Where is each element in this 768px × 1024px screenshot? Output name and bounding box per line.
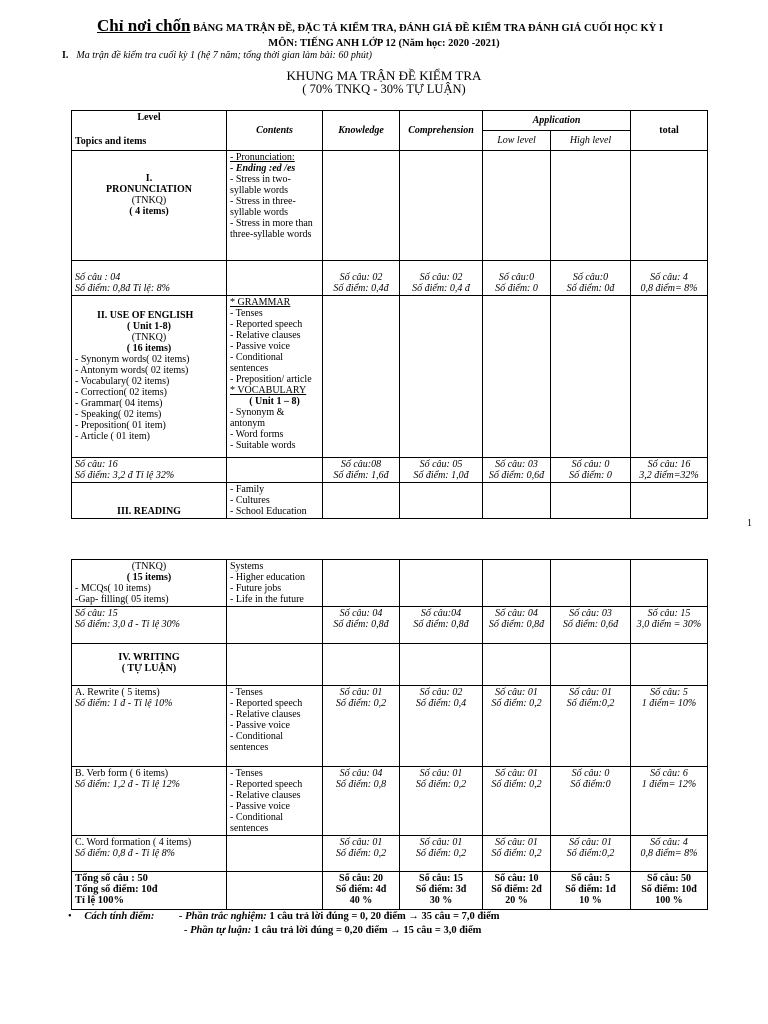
header-low-level: Low level — [483, 131, 551, 151]
reading-summary: Số câu: 15 Số điểm: 3,0 đ - Tỉ lệ 30% — [72, 607, 227, 644]
rewrite-high: Số câu: 01 Số điểm:0,2 — [551, 686, 631, 767]
header-total: total — [631, 111, 708, 151]
rewrite-comprehension: Số câu: 02 Số điểm: 0,4 — [400, 686, 483, 767]
totals-row: Tổng số câu : 50 Tổng số điểm: 10đ Tỉ lệ 100% — [72, 872, 227, 910]
rewrite-total: Số câu: 5 1 điểm= 10% — [631, 686, 708, 767]
reading-knowledge: Số câu: 04 Số điểm: 0,8đ — [323, 607, 400, 644]
rewrite-row: A. Rewrite ( 5 items) Số điểm: 1 đ - Tỉ lệ 10% — [72, 686, 227, 767]
matrix-table-page1 — [71, 110, 708, 519]
use-of-english-contents: * GRAMMAR - Tenses - Reported speech - Relative clauses - Passive voice - Conditional sentences - Preposition/ article * VOCABULARY ( Unit 1 – 8) - Synonym & antonym - Word forms - Suitable words — [227, 296, 323, 458]
use-of-english-topic: II. USE OF ENGLISH ( Unit 1-8) (TNKQ) ( 16 items) - Synonym words( 02 items) - Antonym words( 02 items) - Vocabulary( 02 items) - Correction( 02 items) - Grammar( 04 items) - Speaking( 02 items) - Preposition( 01 item) - Article ( 01 item) — [72, 296, 227, 458]
reading-topic-continued: (TNKQ) ( 15 items) - MCQs( 10 items) -Gap- filling( 05 items) — [72, 560, 227, 607]
header-application: Application — [483, 111, 631, 131]
mcq-text: 1 câu trả lời đúng = 0, 20 điểm → 35 câu = 7,0 điểm — [269, 911, 500, 922]
verb-form-low: Số câu: 01 Số điểm: 0,2 — [483, 767, 551, 836]
bullet-icon: • — [68, 911, 72, 922]
pronunciation-summary: Số câu : 04 Số điểm: 0,8đ Tỉ lệ: 8% — [72, 261, 227, 296]
word-formation-high: Số câu: 01 Số điểm:0,2 — [551, 836, 631, 872]
subject-line: MÔN: TIẾNG ANH LỚP 12 (Năm học: 2020 -2021) — [268, 38, 500, 49]
totals-low: Số câu: 10 Số điểm: 2đ 20 % — [483, 872, 551, 910]
verb-form-total: Số câu: 6 1 điểm= 12% — [631, 767, 708, 836]
header-level-topics — [72, 111, 227, 151]
reading-low: Số câu: 04 Số điểm: 0,8đ — [483, 607, 551, 644]
section-heading — [62, 50, 372, 61]
title-prefix: Chỉ nơi chốn — [97, 16, 191, 35]
pronunciation-total: Số câu: 4 0,8 điểm= 8% — [631, 261, 708, 296]
verb-form-contents: - Tenses - Reported speech - Relative clauses - Passive voice - Conditional sentences — [227, 767, 323, 836]
header-high-level: High level — [551, 131, 631, 151]
use-of-english-high: Số câu: 0 Số điểm: 0 — [551, 458, 631, 483]
pronunciation-topic: I. PRONUNCIATION (TNKQ) ( 4 items) — [72, 151, 227, 261]
totals-knowledge: Số câu: 20 Số điểm: 4đ 40 % — [323, 872, 400, 910]
word-formation-total: Số câu: 4 0,8 điểm= 8% — [631, 836, 708, 872]
word-formation-low: Số câu: 01 Số điểm: 0,2 — [483, 836, 551, 872]
pronunciation-contents: - Pronunciation: - Ending :ed /es - Stress in two- syllable words - Stress in three- syllable words - Stress in more than three-syllable words — [227, 151, 323, 261]
verb-form-row: B. Verb form ( 6 items) Số điểm: 1,2 đ - Tỉ lệ 12% — [72, 767, 227, 836]
writing-topic: IV. WRITING ( TỰ LUẬN) — [72, 644, 227, 686]
header-contents: Contents — [227, 111, 323, 151]
reading-total: Số câu: 15 3,0 điểm = 30% — [631, 607, 708, 644]
totals-high: Số câu: 5 Số điểm: 1đ 10 % — [551, 872, 631, 910]
header-knowledge: Knowledge — [323, 111, 400, 151]
word-formation-comprehension: Số câu: 01 Số điểm: 0,2 — [400, 836, 483, 872]
pronunciation-comprehension: Số câu: 02 Số điểm: 0,4 đ — [400, 261, 483, 296]
verb-form-high: Số câu: 0 Số điểm:0 — [551, 767, 631, 836]
header-comprehension: Comprehension — [400, 111, 483, 151]
reading-high: Số câu: 03 Số điểm: 0,6đ — [551, 607, 631, 644]
word-formation-row: C. Word formation ( 4 items) Số điểm: 0,8 đ - Tỉ lệ 8% — [72, 836, 227, 872]
mcq-label: - Phần trắc nghiệm: — [178, 911, 267, 922]
pronunciation-low: Số câu:0 Số điểm: 0 — [483, 261, 551, 296]
essay-label: - Phần tự luận: — [184, 925, 252, 936]
frame-ratio: ( 70% TNKQ - 30% TỰ LUẬN) — [302, 82, 466, 96]
title-main: BẢNG MA TRẬN ĐỀ, ĐẶC TẢ KIỂM TRA, ĐÁNH GIÁ ĐỀ KIỂM TRA ĐÁNH GIÁ CUỐI HỌC KỲ I — [193, 23, 664, 34]
matrix-table-page2 — [71, 559, 708, 910]
pronunciation-knowledge: Số câu: 02 Số điểm: 0,4đ — [323, 261, 400, 296]
use-of-english-knowledge: Số câu:08 Số điểm: 1,6đ — [323, 458, 400, 483]
verb-form-knowledge: Số câu: 04 Số điểm: 0,8 — [323, 767, 400, 836]
rewrite-knowledge: Số câu: 01 Số điểm: 0,2 — [323, 686, 400, 767]
rewrite-low: Số câu: 01 Số điểm: 0,2 — [483, 686, 551, 767]
section-text: Ma trận đề kiểm tra cuối kỳ 1 (hệ 7 năm; tổng thời gian làm bài: 60 phút) — [76, 50, 372, 61]
use-of-english-total: Số câu: 16 3,2 điểm=32% — [631, 458, 708, 483]
page-number: 1 — [747, 518, 752, 529]
reading-contents-page2: Systems - Higher education - Future jobs - Life in the future — [227, 560, 323, 607]
pronunciation-high: Số câu:0 Số điểm: 0đ — [551, 261, 631, 296]
section-number: I. — [62, 50, 69, 61]
essay-text: 1 câu trả lời đúng = 0,20 điểm → 15 câu = 3,0 điểm — [253, 925, 482, 936]
reading-comprehension: Số câu:04 Số điểm: 0,8đ — [400, 607, 483, 644]
verb-form-comprehension: Số câu: 01 Số điểm: 0,2 — [400, 767, 483, 836]
reading-contents-page1: - Family - Cultures - School Education — [227, 483, 323, 519]
totals-total: Số câu: 50 Số điểm: 10đ 100 % — [631, 872, 708, 910]
totals-comprehension: Số câu: 15 Số điểm: 3đ 30 % — [400, 872, 483, 910]
use-of-english-summary: Số câu: 16 Số điểm: 3,2 đ Tỉ lệ 32% — [72, 458, 227, 483]
scoring-label: Cách tính điểm: — [84, 911, 155, 922]
word-formation-knowledge: Số câu: 01 Số điểm: 0,2 — [323, 836, 400, 872]
reading-topic: III. READING — [72, 483, 227, 519]
header-topics: Topics and items — [75, 136, 147, 147]
rewrite-contents: - Tenses - Reported speech - Relative clauses - Passive voice - Conditional sentences — [227, 686, 323, 767]
scoring-line-1 — [68, 911, 500, 922]
document-title — [97, 16, 757, 36]
use-of-english-low: Số câu: 03 Số điểm: 0,6đ — [483, 458, 551, 483]
header-level: Level — [137, 112, 161, 123]
use-of-english-comprehension: Số câu: 05 Số điểm: 1,0đ — [400, 458, 483, 483]
scoring-line-2 — [184, 925, 481, 936]
frame-title: KHUNG MA TRẬN ĐỀ KIỂM TRA — [286, 68, 482, 83]
